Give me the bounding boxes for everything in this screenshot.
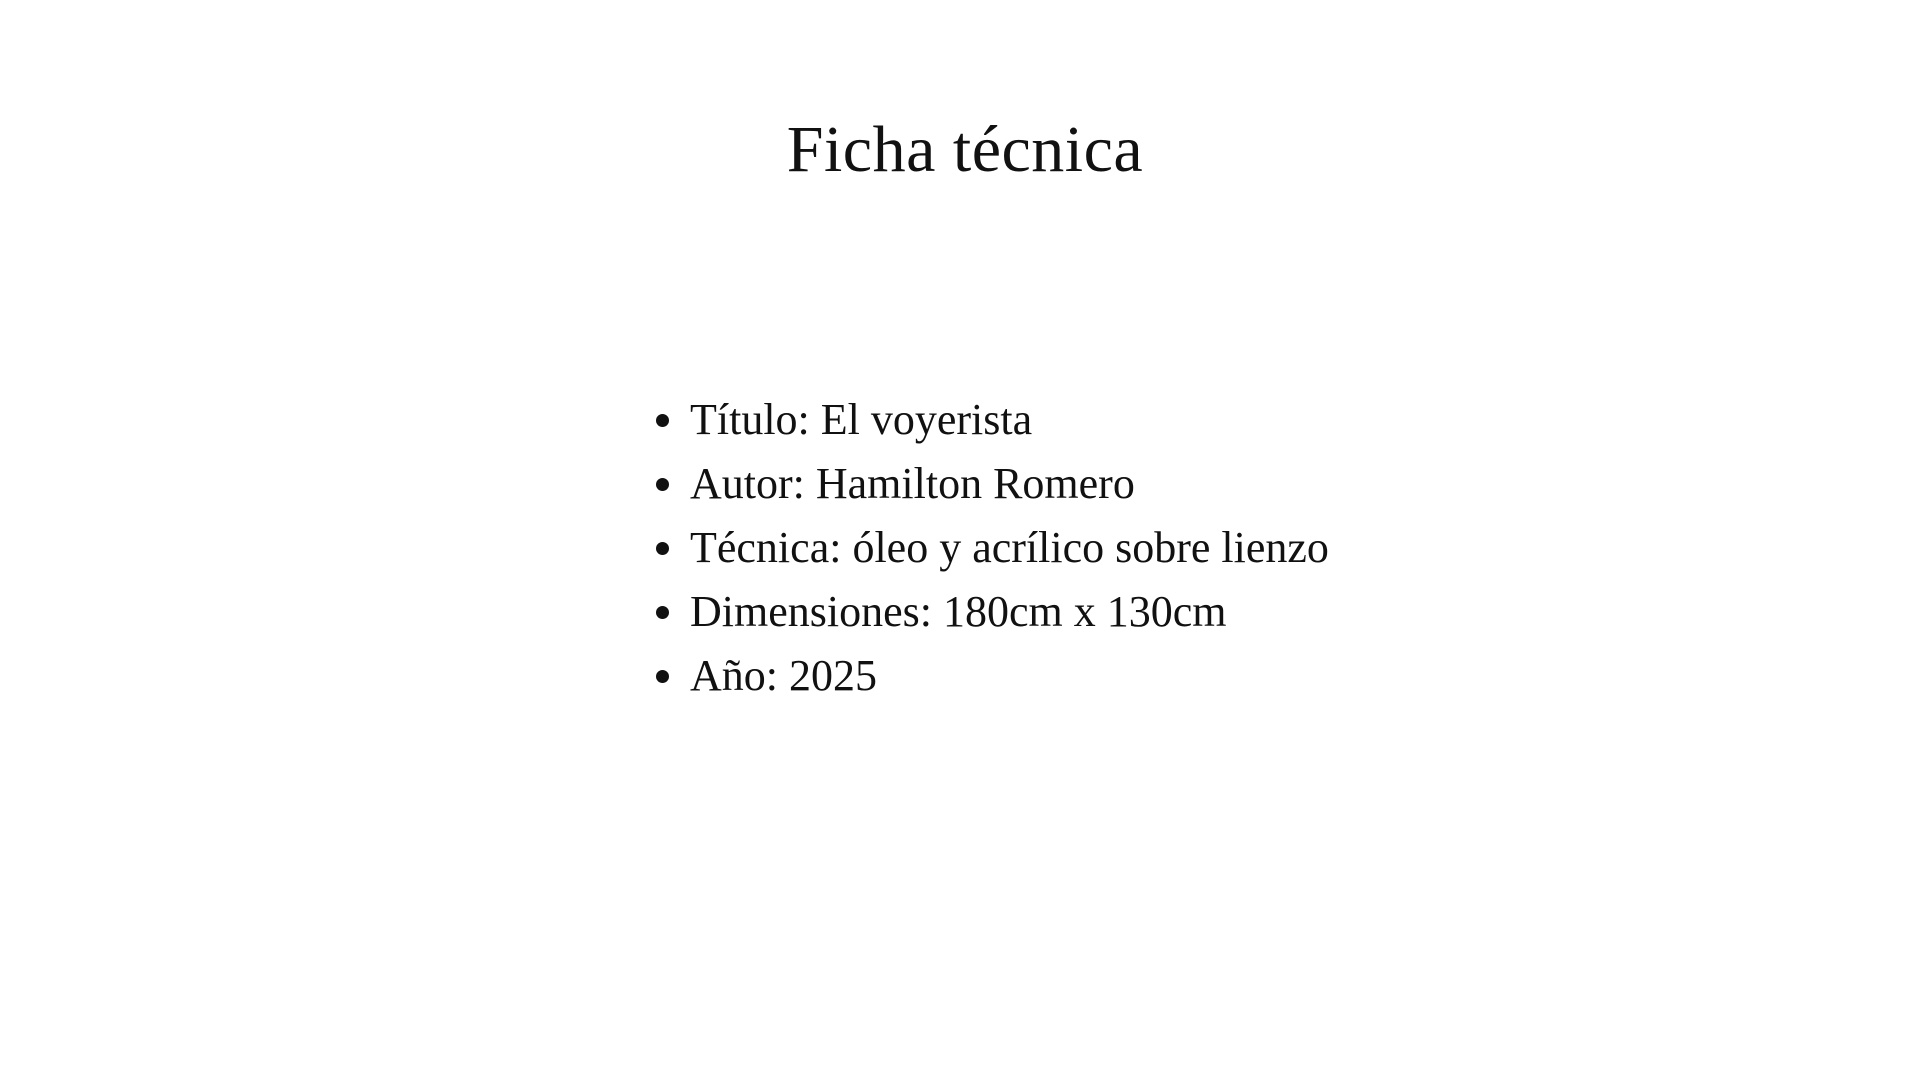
list-item-text: Dimensiones: 180cm x 130cm [690, 587, 1227, 636]
bullet-icon [656, 606, 669, 619]
bullet-icon [656, 542, 669, 555]
list-item-title [650, 388, 1329, 452]
list-item-text: Técnica: óleo y acrílico sobre lienzo [690, 523, 1329, 572]
list-item-technique [650, 516, 1329, 580]
list-item-text: Año: 2025 [690, 651, 877, 700]
list-item-author [650, 452, 1329, 516]
list-item-year [650, 644, 1329, 708]
bullet-icon [656, 414, 669, 427]
bullet-icon [656, 670, 669, 683]
list-item-text: Título: El voyerista [690, 395, 1033, 444]
slide-title: Ficha técnica [786, 113, 1144, 186]
bullet-icon [656, 478, 669, 491]
list-item-dimensions [650, 580, 1329, 644]
list-item-text: Autor: Hamilton Romero [690, 459, 1135, 508]
technical-sheet-list [650, 388, 1329, 708]
